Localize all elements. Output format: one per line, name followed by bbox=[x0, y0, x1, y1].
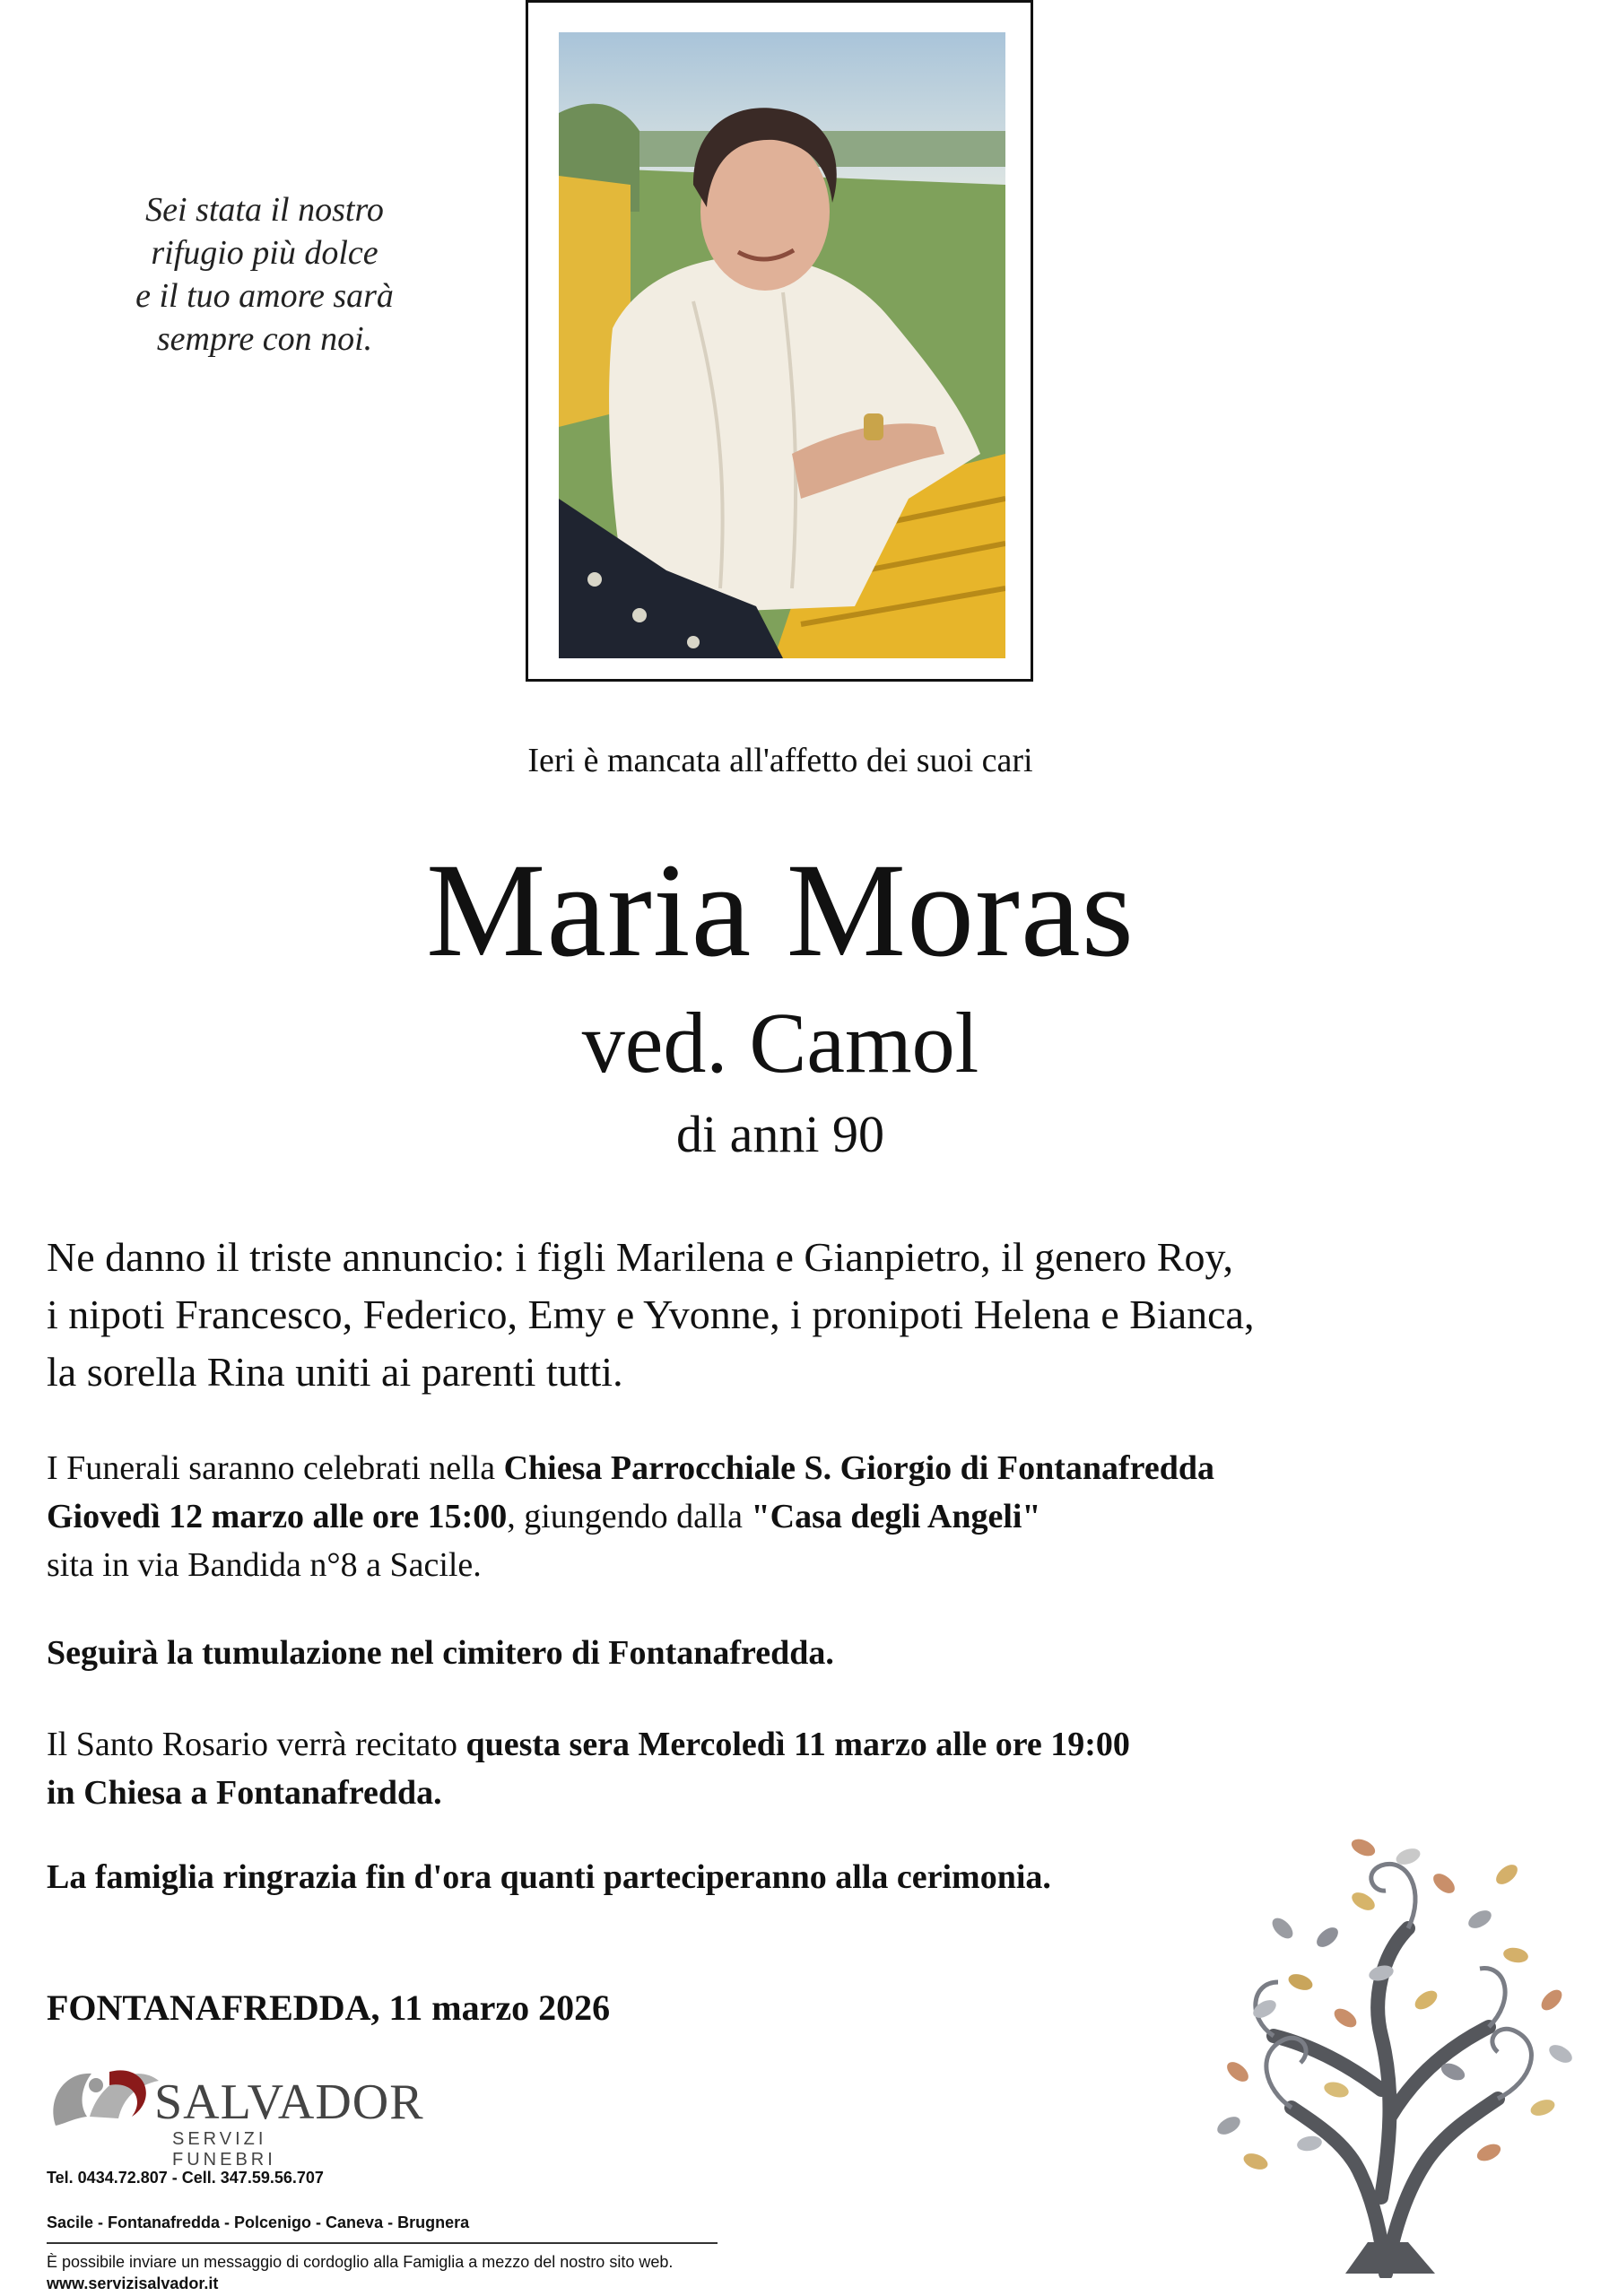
rosary-info bbox=[47, 1720, 1518, 1817]
announcement-line: Ne danno il triste annuncio: i figli Marilena e Gianpietro, il genero Roy, bbox=[47, 1234, 1233, 1280]
place-date: FONTANAFREDDA, 11 marzo 2026 bbox=[47, 1987, 611, 2028]
quote-line: sempre con noi. bbox=[156, 320, 373, 358]
rosary-text: Il Santo Rosario verrà recitato bbox=[47, 1726, 466, 1763]
rosary-where: in Chiesa a Fontanafredda. bbox=[47, 1774, 442, 1812]
quote-line: rifugio più dolce bbox=[151, 234, 378, 272]
widow-of: ved. Camol bbox=[581, 995, 979, 1091]
footer-divider bbox=[47, 2242, 718, 2244]
agency-towns: Sacile - Fontanafredda - Polcenigo - Caneva - Brugnera bbox=[47, 2213, 470, 2231]
funeral-text: , giungendo dalla bbox=[507, 1498, 752, 1535]
funeral-text: I Funerali saranno celebrati nella bbox=[47, 1449, 504, 1487]
agency-website[interactable]: www.servizisalvador.it bbox=[47, 2274, 219, 2292]
funeral-address: sita in via Bandida n°8 a Sacile. bbox=[47, 1546, 482, 1584]
funeral-date: Giovedì 12 marzo alle ore 15:00 bbox=[47, 1498, 508, 1535]
quote-line: Sei stata il nostro bbox=[145, 191, 384, 229]
age: di anni 90 bbox=[676, 1105, 884, 1163]
agency-phones: Tel. 0434.72.807 - Cell. 347.59.56.707 bbox=[47, 2169, 324, 2187]
funeral-line-2 bbox=[47, 1492, 1518, 1541]
quote-line: e il tuo amore sarà bbox=[135, 277, 394, 315]
agency-logo bbox=[47, 2063, 424, 2170]
rosary-line-1 bbox=[47, 1720, 1518, 1769]
dedication-quote bbox=[99, 188, 431, 361]
portrait-photo bbox=[559, 32, 1005, 658]
funeral-info bbox=[47, 1444, 1518, 1589]
funeral-church: Chiesa Parrocchiale S. Giorgio di Fontanafredda bbox=[503, 1449, 1214, 1487]
tree-of-life-icon bbox=[1202, 1821, 1596, 2278]
deceased-name: Maria Moras bbox=[426, 836, 1135, 985]
angel-icon bbox=[47, 2063, 163, 2152]
rosary-when: questa sera Mercoledì 11 marzo alle ore 19:00 bbox=[465, 1726, 1130, 1763]
announcement-line: la sorella Rina uniti ai parenti tutti. bbox=[47, 1349, 623, 1395]
announcement-line: i nipoti Francesco, Federico, Emy e Yvonne, i pronipoti Helena e Bianca, bbox=[47, 1292, 1255, 1337]
portrait-frame bbox=[526, 0, 1033, 682]
family-thanks: La famiglia ringrazia fin d'ora quanti parteciperanno alla cerimonia. bbox=[47, 1858, 1051, 1896]
family-announcement bbox=[47, 1229, 1553, 1401]
funeral-line-1 bbox=[47, 1444, 1518, 1492]
condolence-note: È possibile inviare un messaggio di cordoglio alla Famiglia a mezzo del nostro sito web. bbox=[47, 2253, 674, 2271]
portrait-illustration bbox=[559, 32, 1005, 658]
agency-logo-name: SALVADOR bbox=[154, 2074, 424, 2130]
funeral-origin: "Casa degli Angeli" bbox=[751, 1498, 1041, 1535]
burial-info: Seguirà la tumulazione nel cimitero di Fontanafredda. bbox=[47, 1634, 834, 1672]
agency-logo-subtitle: SERVIZI FUNEBRI bbox=[172, 2129, 276, 2170]
intro-line: Ieri è mancata all'affetto dei suoi cari bbox=[527, 742, 1033, 779]
